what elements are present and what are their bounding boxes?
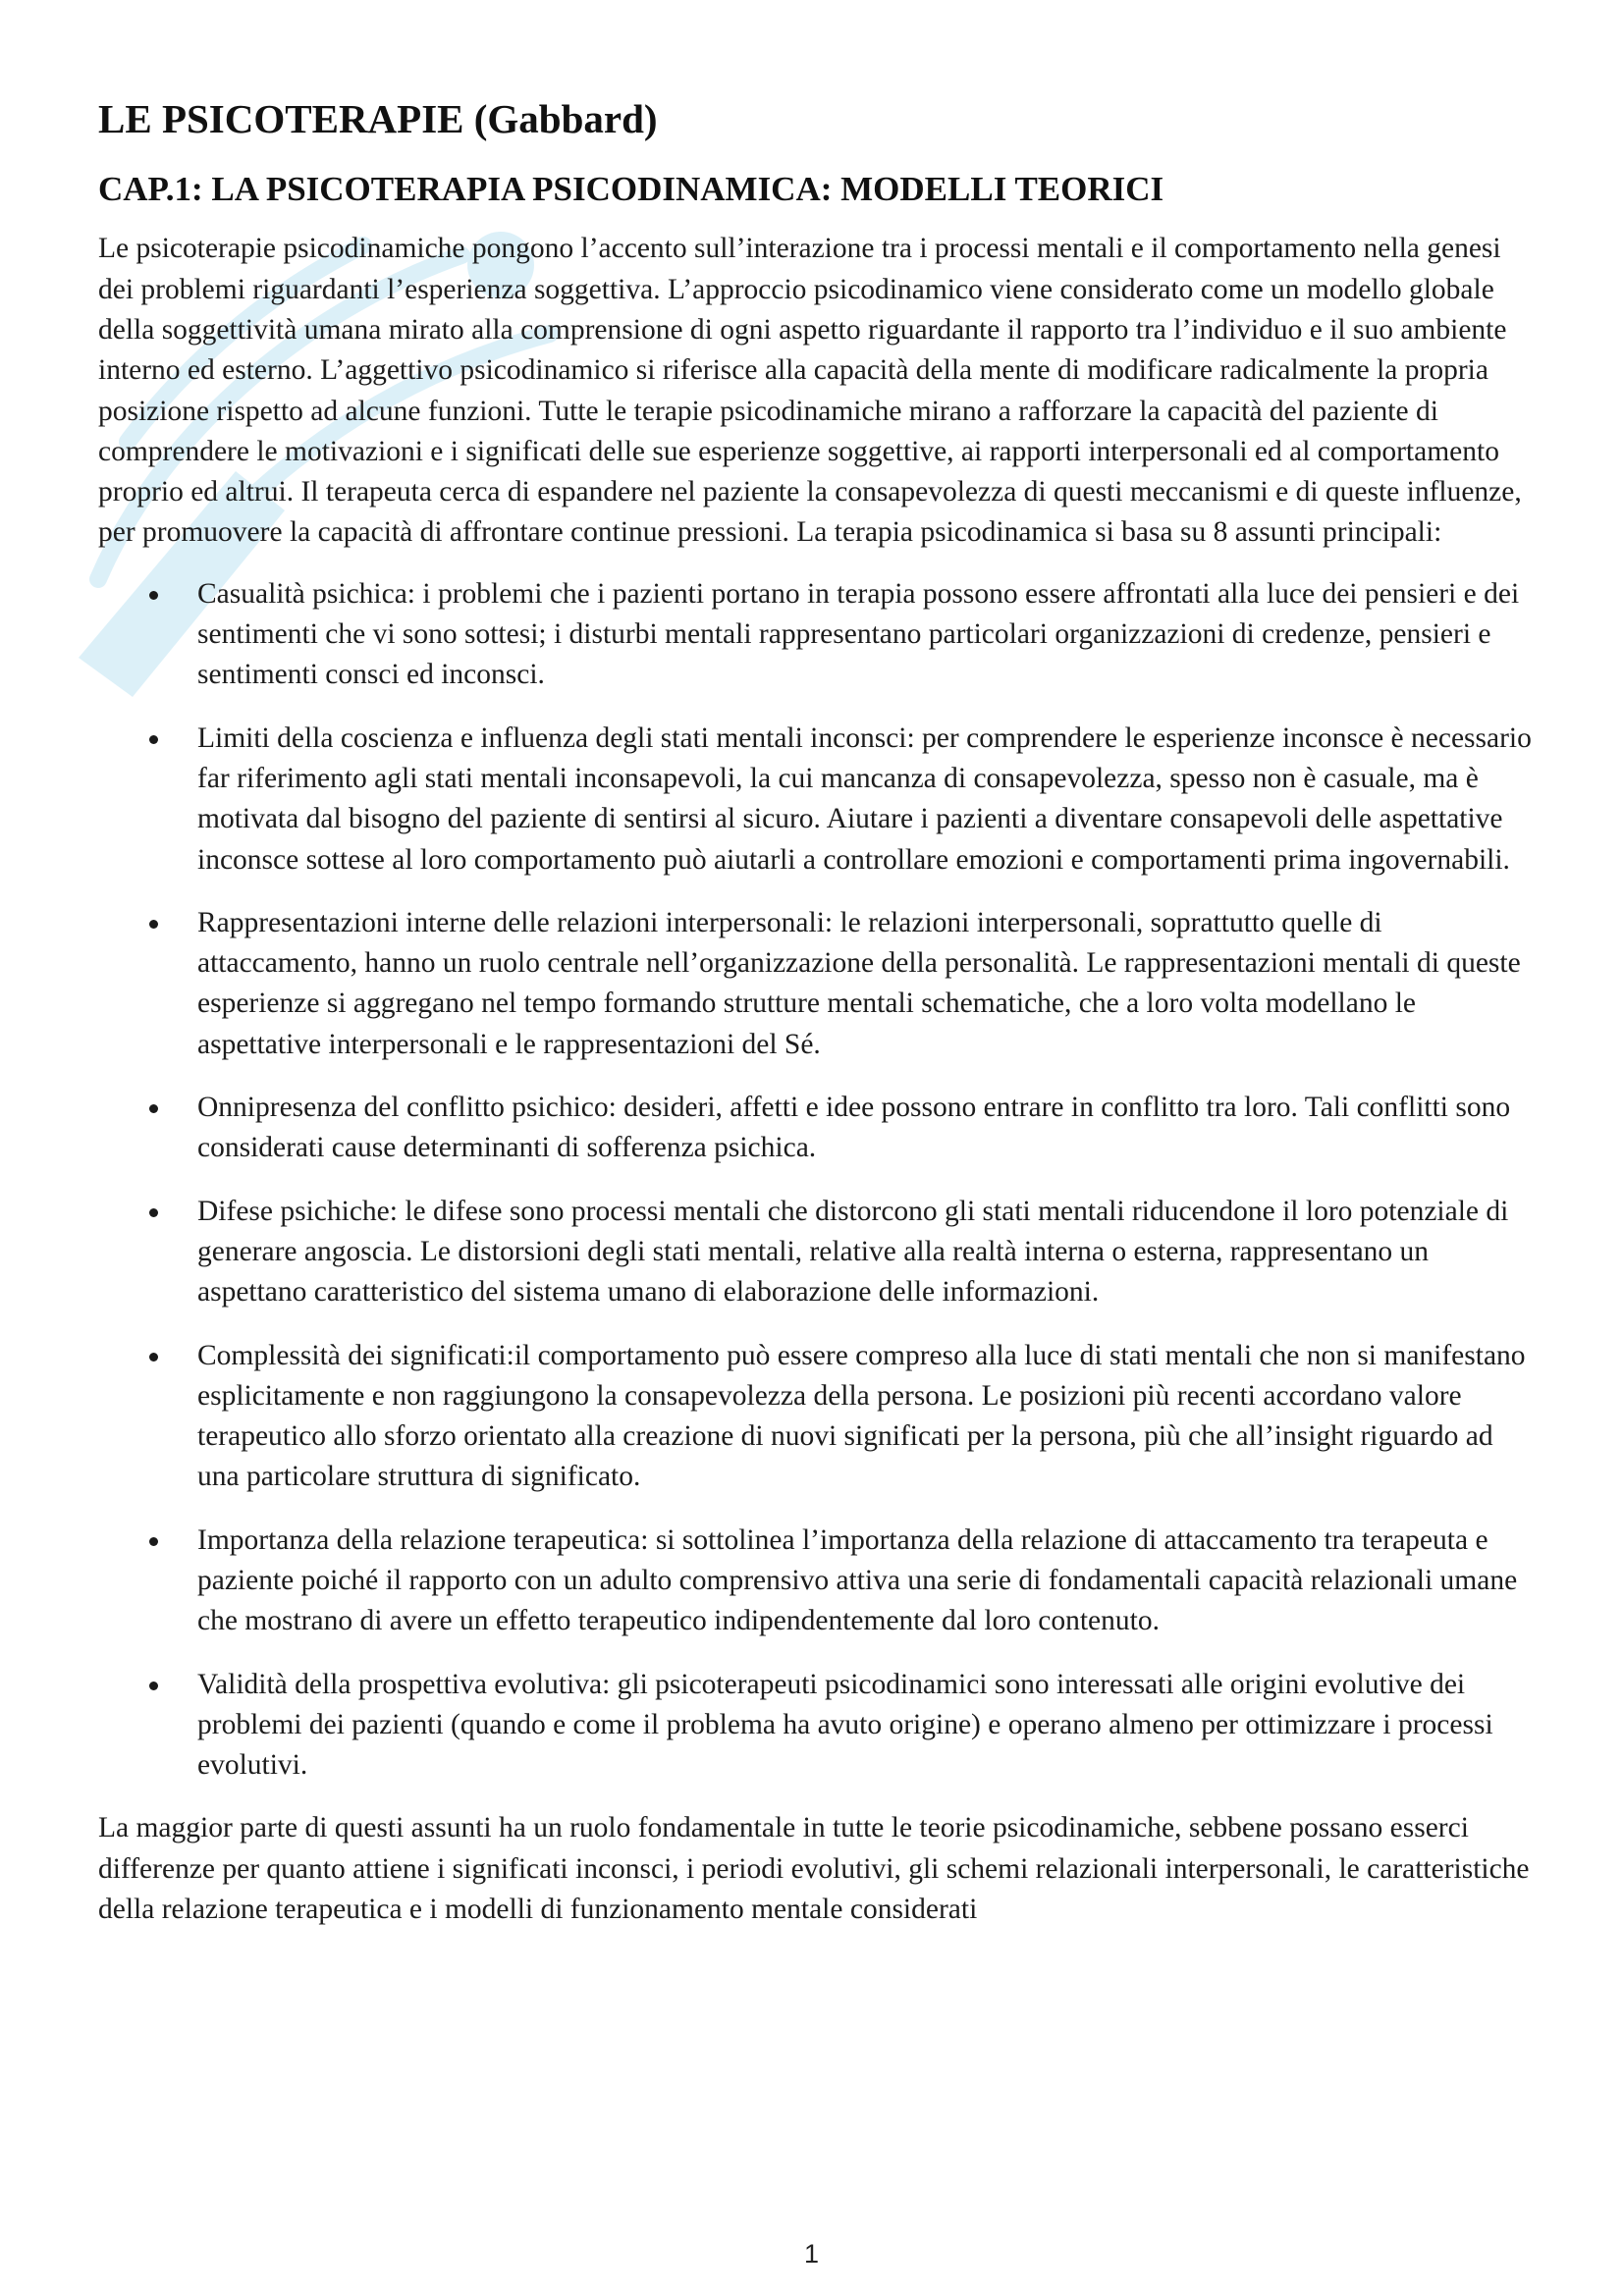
list-item-text: Complessità dei significati:il comportamento può essere compreso alla luce di stati mentali che non si manifestano esplicitamente e non raggiungono la consapevolezza della persona. Le posizioni più recenti accordano valore terapeutico allo sforzo orientato alla creazione di nuovi significati per la persona, più che all’insight riguardo ad una particolare struttura di significato. — [197, 1339, 1526, 1493]
list-item-text: Limiti della coscienza e influenza degli stati mentali inconsci: per comprendere le esperienze inconsce è necessario far riferimento agli stati mentali inconsapevoli, la cui mancanza di consapevolezza, spesso non è casuale, ma è motivata dal bisogno del paziente di sentirsi al sicuro. Aiutare i pazienti a diventare consapevoli delle aspettative inconsce sottese al loro comportamento può aiutarli a controllare emozioni e comportamenti prima ingovernabili. — [197, 721, 1532, 876]
list-item-text: Difese psichiche: le difese sono processi mentali che distorcono gli stati mentali riducendone il loro potenziale di generare angoscia. Le distorsioni degli stati mentali, relative alla realtà interna o esterna, rappresentano un aspettano caratteristico del sistema umano di elaborazione delle informazioni. — [197, 1195, 1509, 1308]
intro-paragraph: Le psicoterapie psicodinamiche pongono l’accento sull’interazione tra i processi mentali e il comportamento nella genesi dei problemi riguardanti l’esperienza soggettiva. L’approccio psicodinamico viene considerato come un modello globale della soggettività umana mirato alla comprensione di ogni aspetto riguardante il rapporto tra l’individuo e il suo ambiente interno ed esterno. L’aggettivo psicodinamico si riferisce alla capacità della mente di modificare radicalmente la propria posizione rispetto ad alcune funzioni. Tutte le terapie psicodinamiche mirano a rafforzare la capacità del paziente di comprendere le motivazioni e i significati delle sue esperienze soggettive, ai rapporti interpersonali ed al comportamento proprio ed altrui. Il terapeuta cerca di espandere nel paziente la consapevolezza di questi meccanismi e di queste influenze, per promuovere la capacità di affrontare continue pressioni. La terapia psicodinamica si basa su 8 assunti principali: — [98, 233, 1522, 549]
list-item-text: Rappresentazioni interne delle relazioni interpersonali: le relazioni interpersonali, soprattutto quelle di attaccamento, hanno un ruolo centrale nell’organizzazione della personalità. Le rappresentazioni mentali di queste esperienze si aggregano nel tempo formando strutture mentali schematiche, che a loro volta modellano le aspettative interpersonali e le rappresentazioni del Sé. — [197, 906, 1521, 1060]
list-item — [98, 1192, 1534, 1313]
bullet-icon — [149, 735, 158, 744]
page-number: 1 — [803, 2239, 820, 2269]
bullet-icon — [149, 920, 158, 929]
list-item — [98, 574, 1534, 696]
bullet-icon — [149, 1208, 158, 1217]
bullet-icon — [149, 1104, 158, 1113]
list-item-text: Validità della prospettiva evolutiva: gli psicoterapeuti psicodinamici sono interessati alle origini evolutive dei problemi dei pazienti (quando e come il problema ha avuto origine) e operano almeno per ottimizzare i processi evolutivi. — [197, 1668, 1493, 1782]
list-item-text: Importanza della relazione terapeutica: si sottolinea l’importanza della relazione di attaccamento tra terapeuta e paziente poiché il rapporto con un adulto comprensivo attiva una serie di fondamentali capacità relazionali umane che mostrano di avere un effetto terapeutico indipendentemente dal loro contenuto. — [197, 1523, 1518, 1637]
bullet-icon — [149, 1537, 158, 1546]
list-item — [98, 1665, 1534, 1787]
list-item — [98, 1336, 1534, 1498]
document-page — [98, 96, 1534, 1930]
assumptions-list — [98, 574, 1534, 1787]
chapter-title: CAP.1: LA PSICOTERAPIA PSICODINAMICA: MODELLI TEORICI — [98, 170, 1164, 209]
bullet-icon — [149, 1353, 158, 1362]
list-item-text: Onnipresenza del conflitto psichico: desideri, affetti e idee possono entrare in conflitto tra loro. Tali conflitti sono considerati cause determinanti di sofferenza psichica. — [197, 1092, 1511, 1164]
document-title: LE PSICOTERAPIE (Gabbard) — [98, 96, 658, 141]
list-item — [98, 1521, 1534, 1642]
list-item-text: Casualità psichica: i problemi che i pazienti portano in terapia possono essere affrontati alla luce dei pensieri e dei sentimenti che vi sono sottesi; i disturbi mentali rappresentano particolari organizzazioni di credenze, pensieri e sentimenti consci ed inconsci. — [197, 577, 1520, 691]
bullet-icon — [149, 1682, 158, 1690]
bullet-icon — [149, 591, 158, 600]
closing-paragraph: La maggior parte di questi assunti ha un ruolo fondamentale in tutte le teorie psicodinamiche, sebbene possano esserci differenze per quanto attiene i significati inconsci, i periodi evolutivi, gli schemi relazionali interpersonali, le caratteristiche della relazione terapeutica e i modelli di funzionamento mentale considerati — [98, 1812, 1530, 1926]
list-item — [98, 903, 1534, 1065]
list-item — [98, 719, 1534, 881]
list-item — [98, 1088, 1534, 1169]
